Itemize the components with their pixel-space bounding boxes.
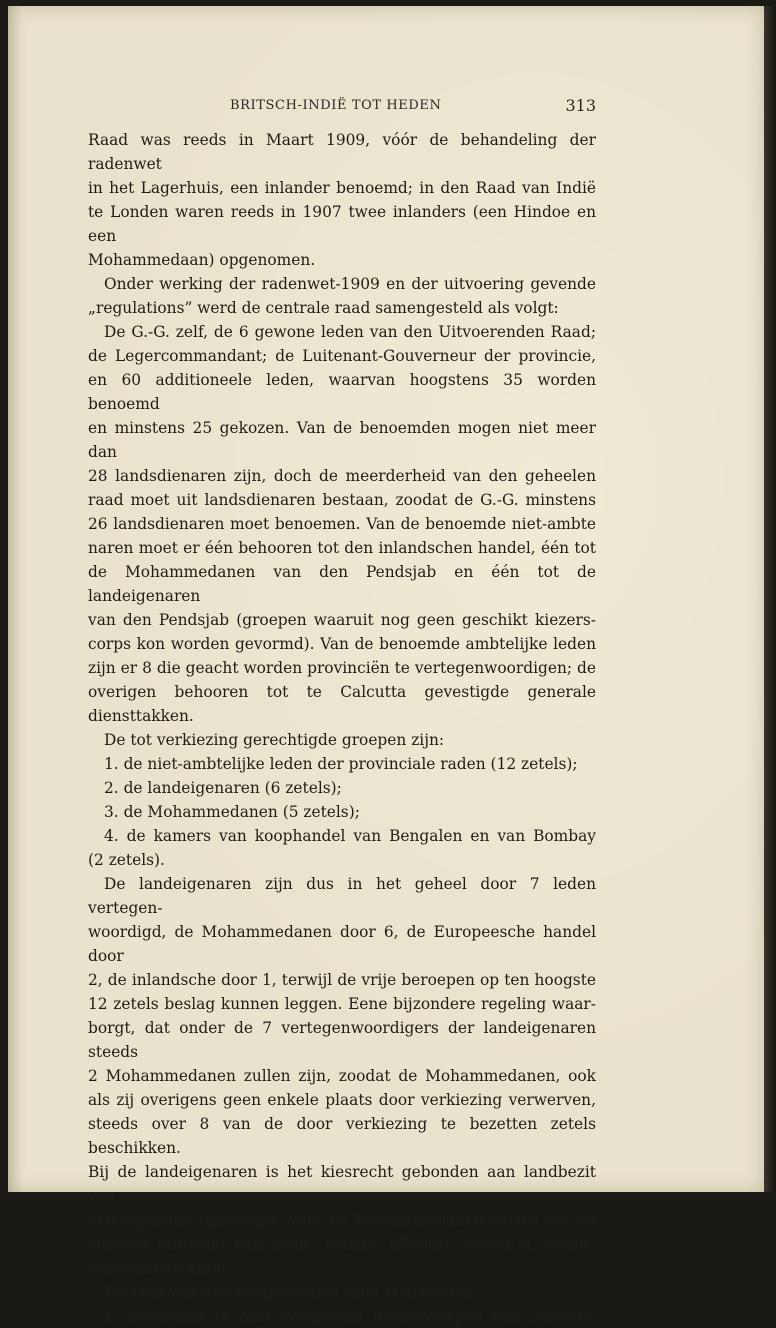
- text-line: corps kon worden gevormd). Van de benoemde ambtelijke leden: [88, 635, 596, 653]
- text-line: raad moet uit landsdienaren bestaan, zoodat de G.-G. minstens: [88, 491, 596, 509]
- text-line: de Mohammedanen van den Pendsjab en één tot de landeigenaren: [88, 563, 596, 605]
- text-line: een bepaalde opbrengst; voor de Mohammedanen berust het op: [88, 1211, 596, 1229]
- text-line: als zij overigens geen enkele plaats door verkiezing verwerven,: [88, 1091, 596, 1109]
- text-line: woordigd, de Mohammedanen door 6, de Europeesche handel door: [88, 923, 596, 965]
- text-line: De taak van den wetgevenden raad is drieërlei:: [104, 1283, 475, 1301]
- text-line: De landeigenaren zijn dus in het geheel door 7 leden vertegen-: [88, 875, 596, 917]
- text-line: de Legercommandant; de Luitenant-Gouverneur der provincie,: [88, 347, 596, 365]
- text-line: 28 landsdienaren zijn, doch de meerderheid van den geheelen: [88, 467, 596, 485]
- text-line: De tot verkiezing gerechtigde groepen zijn:: [104, 731, 445, 749]
- text-line: van den Pendsjab (groepen waaruit nog geen geschikt kiezers-: [88, 611, 596, 629]
- text-line: Raad was reeds in Maart 1909, vóór de behandeling der radenwet: [88, 131, 596, 173]
- text-line: De G.-G. zelf, de 6 gewone leden van den Uitvoerenden Raad;: [104, 323, 596, 341]
- text-line: borgt, dat onder de 7 vertegenwoordigers der landeigenaren steeds: [88, 1019, 596, 1061]
- text-line: en minstens 25 gekozen. Van de benoemden mogen niet meer dan: [88, 419, 596, 461]
- text-line: Onder werking der radenwet-1909 en der uitvoering gevende: [104, 275, 596, 293]
- text-line: te Londen waren reeds in 1907 twee inlanders (een Hindoe en een: [88, 203, 596, 245]
- text-line: 2. de landeigenaren (6 zetels);: [104, 779, 342, 797]
- page-number: 313: [565, 96, 596, 115]
- text-line: 1. beslissing in zake wetgeving (onderworpen aan „assent”: [104, 1307, 596, 1325]
- text-line: 4. de kamers van koophandel van Bengalen en van Bombay: [104, 827, 596, 845]
- text-line: 2 Mohammedanen zullen zijn, zoodat de Mohammedanen, ook: [88, 1067, 596, 1085]
- text-line: steeds over 8 van de door verkiezing te bezetten zetels beschikken.: [88, 1115, 596, 1157]
- text-line: in het Lagerhuis, een inlander benoemd; in den Raad van Indië: [88, 179, 596, 197]
- text-line: en 60 additioneele leden, waarvan hoogstens 35 worden benoemd: [88, 371, 596, 413]
- body-text: [88, 128, 596, 1328]
- running-title: BRITSCH-INDIË TOT HEDEN: [230, 98, 442, 113]
- text-line: naren moet er één behooren tot den inlandschen handel, één tot: [88, 539, 596, 557]
- page-header: [86, 96, 596, 118]
- text-line: „regulations” werd de centrale raad samengesteld als volgt:: [88, 299, 559, 317]
- text-line: (2 zetels).: [88, 851, 165, 869]
- text-line: aanzien ontleend aan bezit, kennis, afkomst, eeretitel, onder-: [88, 1235, 596, 1253]
- text-line: 26 landsdienaren moet benoemen. Van de benoemde niet-ambte: [88, 515, 596, 533]
- text-line: Mohammedaan) opgenomen.: [88, 251, 316, 269]
- page-edge-shadow: [764, 6, 776, 1192]
- text-line: Bij de landeigenaren is het kiesrecht gebonden aan landbezit van: [88, 1163, 596, 1205]
- text-line: overigen behooren tot te Calcutta gevestigde generale diensttakken.: [88, 683, 596, 725]
- text-line: 1. de niet-ambtelijke leden der provinciale raden (12 zetels);: [104, 755, 578, 773]
- text-line: 12 zetels beslag kunnen leggen. Eene bijzondere regeling waar-: [88, 995, 596, 1013]
- text-line: scheiding of ambt.: [88, 1259, 233, 1277]
- text-line: 3. de Mohammedanen (5 zetels);: [104, 803, 360, 821]
- text-line: 2, de inlandsche door 1, terwijl de vrije beroepen op ten hoogste: [88, 971, 596, 989]
- text-line: zijn er 8 die geacht worden provinciën te vertegenwoordigen; de: [88, 659, 596, 677]
